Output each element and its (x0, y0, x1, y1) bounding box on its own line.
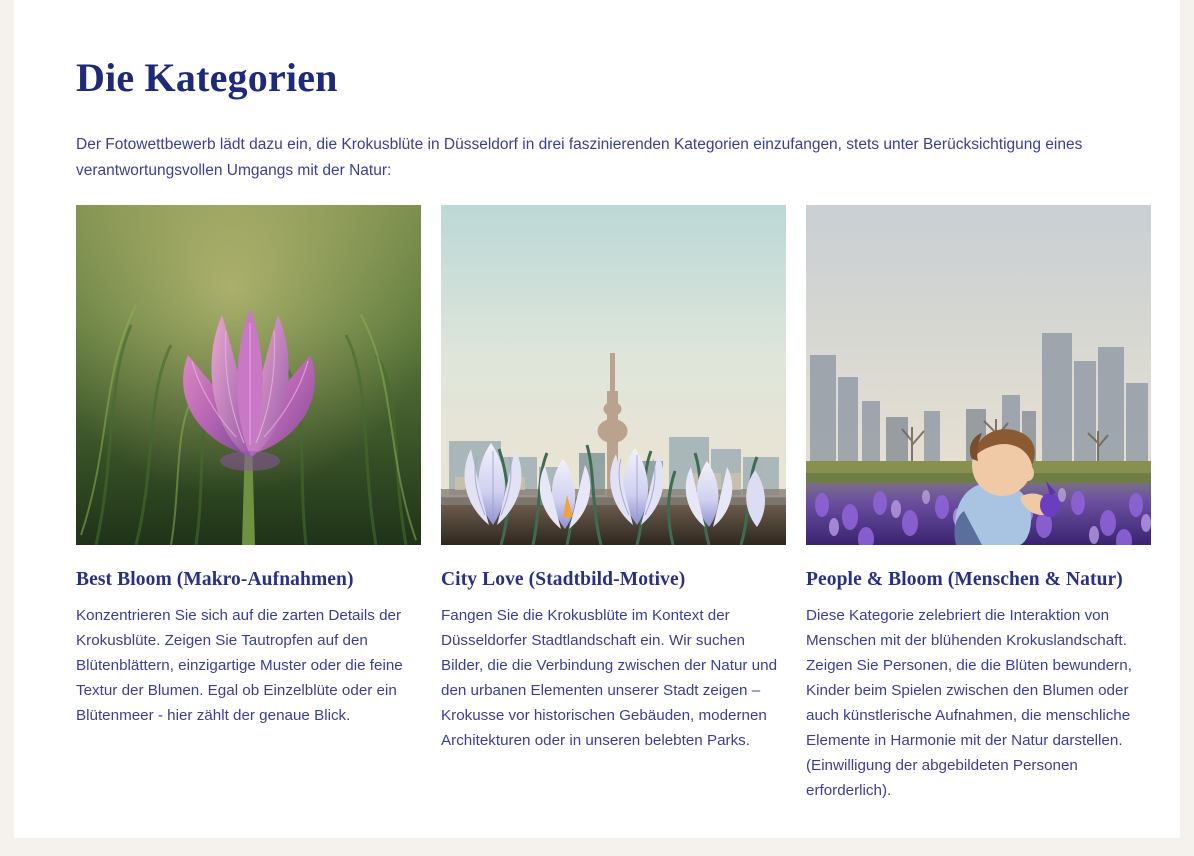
category-title: People & Bloom (Menschen & Natur) (806, 569, 1123, 590)
category-image-best-bloom (76, 205, 421, 545)
category-card-list (76, 205, 1132, 803)
category-image-people-bloom (806, 205, 1151, 545)
category-title: City Love (Stadtbild-Motive) (441, 569, 686, 590)
category-description: Konzentrieren Sie sich auf die zarten Details der Krokusblüte. Zeigen Sie Tautropfen auf den Blütenblättern, einzigartige Muster oder die feine Textur der Blumen. Egal ob Einzelblüte oder ein Blütenmeer - hier zählt der genaue Blick. (76, 607, 403, 724)
category-description: Diese Kategorie zelebriert die Interaktion von Menschen mit der blühenden Krokuslandschaft. Zeigen Sie Personen, die die Blüten bewundern, Kinder beim Spielen zwischen den Blumen oder auch künstlerische Aufnahmen, die menschliche Elemente in Harmonie mit der Natur darstellen. (Einwilligung der abgebildeten Personen erforderlich). (806, 607, 1132, 799)
category-card[interactable] (76, 205, 421, 803)
content-area (14, 0, 1180, 803)
category-description: Fangen Sie die Krokusblüte im Kontext der Düsseldorfer Stadtlandschaft ein. Wir suchen Bilder, die die Verbindung zwischen der Natur und den urbanen Elementen unserer Stadt zeigen – Krokusse vor historischen Gebäuden, modernen Architekturen oder in unseren belebten Parks. (441, 607, 778, 749)
category-image-city-love (441, 205, 786, 545)
category-card[interactable] (806, 205, 1151, 803)
intro-paragraph: Der Fotowettbewerb lädt dazu ein, die Krokusblüte in Düsseldorf in drei faszinierenden Kategorien einzufangen, stets unter Berücksichtigung eines verantwortungsvollen Umgangs mit der Natur: (76, 136, 1083, 179)
page-title: Die Kategorien (76, 55, 338, 100)
page-container (14, 0, 1180, 838)
category-card[interactable] (441, 205, 786, 803)
category-title: Best Bloom (Makro-Aufnahmen) (76, 569, 354, 590)
